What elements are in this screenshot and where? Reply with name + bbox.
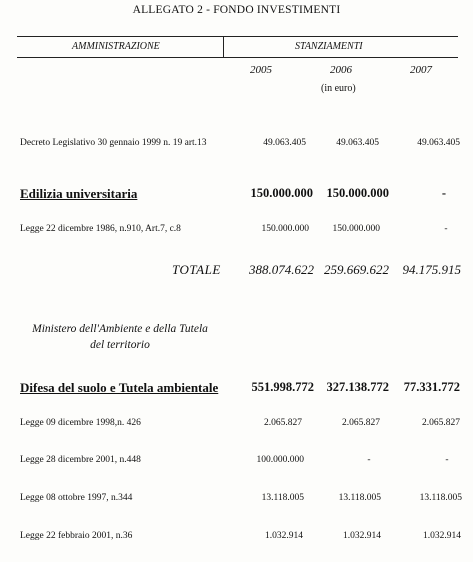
unit-label: (in euro)	[321, 83, 356, 94]
table-header-divider	[223, 36, 224, 57]
row-label-legge-2001-448: Legge 28 dicembre 2001, n.448	[20, 455, 141, 465]
section-edilizia: Edilizia universitaria	[20, 186, 138, 201]
totale-label: TOTALE	[172, 262, 221, 277]
totale-2005: 388.074.622	[249, 262, 314, 277]
row-difesa-2006: 327.138.772	[326, 380, 389, 394]
row-edilizia-2006: 150.000.000	[326, 186, 389, 200]
row-legge-1998-2005: 2.065.827	[264, 418, 302, 428]
row-difesa-2007: 77.331.772	[403, 380, 460, 394]
row-decreto-2007: 49.063.405	[417, 138, 460, 148]
row-legge-1986-2007: -	[444, 224, 448, 234]
row-legge-2001-448-2006: -	[367, 455, 371, 465]
document-title: ALLEGATO 2 - FONDO INVESTIMENTI	[132, 4, 341, 16]
header-stanziamenti: STANZIAMENTI	[295, 41, 363, 52]
ministero-heading-line2: del territorio	[90, 339, 150, 351]
row-edilizia-2007: -	[441, 186, 447, 200]
row-label-legge-1997: Legge 08 ottobre 1997, n.344	[20, 493, 133, 503]
row-decreto-2006: 49.063.405	[336, 138, 379, 148]
row-legge-1997-2005: 13.118.005	[261, 493, 304, 503]
row-edilizia-2005: 150.000.000	[250, 186, 313, 200]
year-2006: 2006	[330, 64, 352, 76]
row-legge-2001-448-2005: 100.000.000	[256, 455, 304, 465]
row-legge-1998-2006: 2.065.827	[342, 418, 380, 428]
row-difesa-2005: 551.998.772	[251, 380, 314, 394]
header-amministrazione: AMMINISTRAZIONE	[72, 41, 160, 52]
row-legge-2001-36-2007: 1.032.914	[423, 531, 461, 541]
section-difesa-suolo: Difesa del suolo e Tutela ambientale	[20, 380, 219, 395]
totale-2007: 94.175.915	[402, 262, 461, 277]
row-decreto-2005: 49.063.405	[263, 138, 306, 148]
row-legge-1997-2007: 13.118.005	[419, 493, 462, 503]
row-legge-2001-448-2007: -	[445, 455, 449, 465]
row-label-legge-1998: Legge 09 dicembre 1998,n. 426	[20, 418, 141, 428]
totale-2006: 259.669.622	[324, 262, 389, 277]
row-label-legge-1986: Legge 22 dicembre 1986, n.910, Art.7, c.8	[20, 224, 181, 234]
year-2005: 2005	[250, 64, 272, 76]
row-legge-1986-2005: 150.000.000	[261, 224, 309, 234]
row-legge-1998-2007: 2.065.827	[422, 418, 460, 428]
row-legge-2001-36-2006: 1.032.914	[343, 531, 381, 541]
year-2007: 2007	[410, 64, 432, 76]
row-label-legge-2001-36: Legge 22 febbraio 2001, n.36	[20, 531, 133, 541]
row-legge-1986-2006: 150.000.000	[332, 224, 380, 234]
row-legge-1997-2006: 13.118.005	[338, 493, 381, 503]
ministero-heading-line1: Ministero dell'Ambiente e della Tutela	[32, 323, 208, 335]
row-legge-2001-36-2005: 1.032.914	[265, 531, 303, 541]
row-label-decreto: Decreto Legislativo 30 gennaio 1999 n. 19 art.13	[20, 138, 207, 148]
